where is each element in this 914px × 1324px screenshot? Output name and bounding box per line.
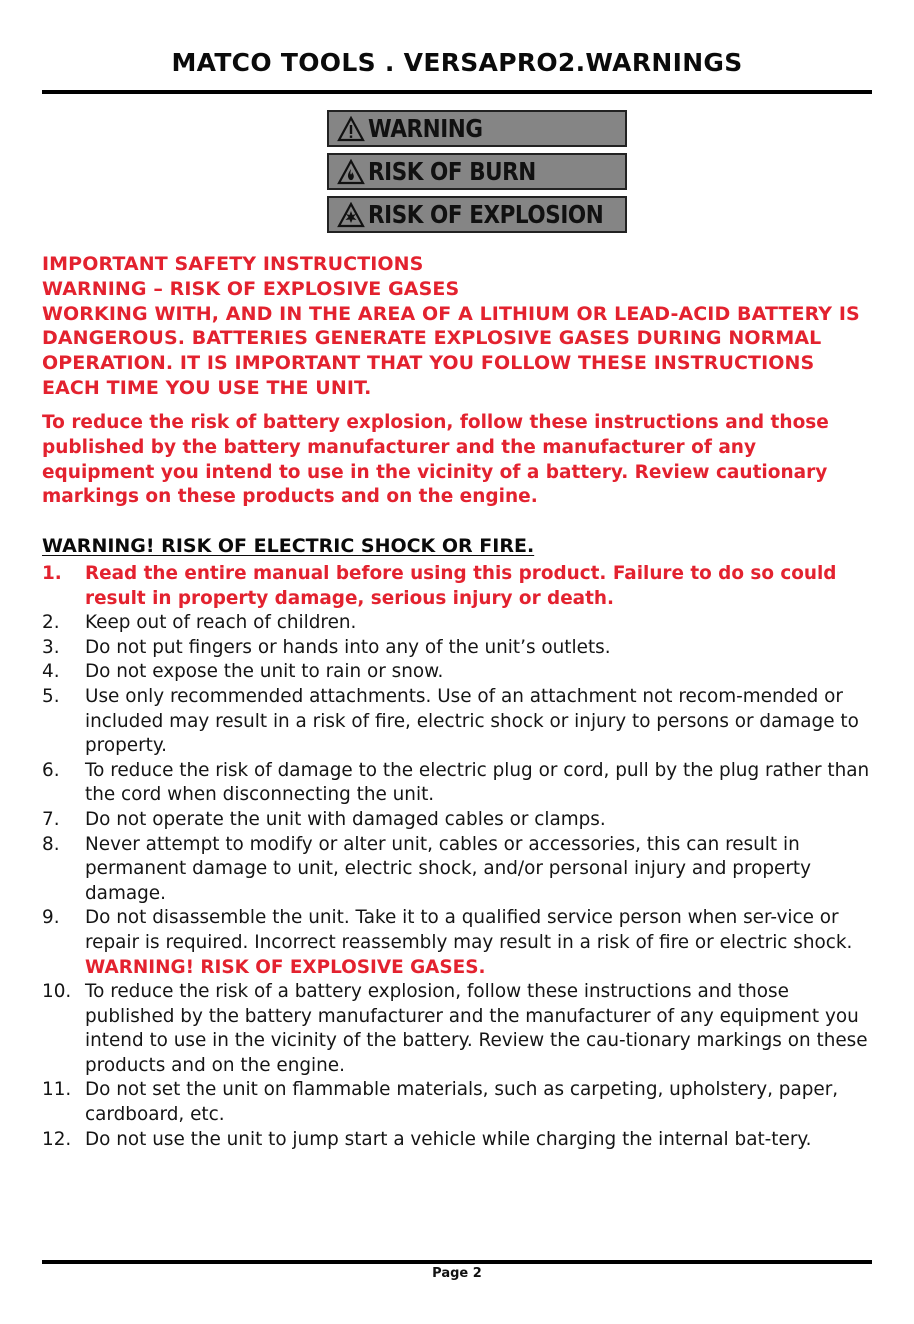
header-rule bbox=[42, 90, 872, 94]
list-item: 7. Do not operate the unit with damaged cables or clamps. bbox=[42, 808, 606, 830]
warning-banner bbox=[327, 110, 627, 147]
reduce-risk-paragraph: To reduce the risk of battery explosion, follow these instructions and those published by the battery manufacturer and the manufacturer of any equipment you intend to use in the vicinity of a battery. Review cautionary markings on these products and on the engine. bbox=[42, 412, 829, 508]
important-heading: IMPORTANT SAFETY INSTRUCTIONS bbox=[42, 253, 424, 275]
list-item: 3. Do not put fingers or hands into any of the unit’s outlets. bbox=[42, 636, 611, 658]
explosion-banner-label: RISK OF EXPLOSION bbox=[368, 200, 604, 229]
important-safety-block bbox=[42, 252, 872, 401]
list-item: 1. Read the entire manual before using this product. Failure to do so could result in property damage, serious injury or death. bbox=[42, 563, 837, 609]
instructions-list bbox=[42, 562, 878, 1152]
list-item: 12. Do not use the unit to jump start a vehicle while charging the internal bat-tery. bbox=[42, 1128, 812, 1150]
fire-triangle-icon bbox=[337, 159, 365, 185]
list-item: 4. Do not expose the unit to rain or snow. bbox=[42, 661, 444, 683]
list-item: 10. To reduce the risk of a battery explosion, follow these instructions and those published by the battery manufacturer and the manufacturer of any equipment you intend to use in the vicinity of the battery. Review the cau-tionary markings on these products and on the engine. bbox=[42, 981, 868, 1076]
page-number: Page 2 bbox=[432, 1266, 482, 1281]
list-item: 9. Do not disassemble the unit. Take it to a qualified service person when ser-vice or repair is required. Incorrect reassembly may result in a risk of fire or electric shock. WARNING! RISK OF EXPLOSIVE GASES. bbox=[42, 907, 853, 978]
inline-warning: WARNING! RISK OF EXPLOSIVE GASES. bbox=[85, 956, 486, 978]
list-item: 5. Use only recommended attachments. Use of an attachment not recom-mended or included may result in a risk of fire, electric shock or injury to persons or damage to property. bbox=[42, 685, 859, 757]
warning-banner-label: WARNING bbox=[368, 114, 483, 143]
explosion-triangle-icon bbox=[337, 202, 365, 228]
exclamation-triangle-icon bbox=[337, 116, 365, 142]
footer-rule bbox=[42, 1260, 872, 1264]
list-item: 2. Keep out of reach of children. bbox=[42, 612, 357, 634]
explosion-banner bbox=[327, 196, 627, 233]
explosive-gases-heading: WARNING – RISK OF EXPLOSIVE GASES bbox=[42, 277, 460, 300]
list-item: 11. Do not set the unit on flammable materials, such as carpeting, upholstery, paper, cardboard, etc. bbox=[42, 1079, 839, 1126]
list-item: 8. Never attempt to modify or alter unit, cables or accessories, this can result in permanent damage to unit, electric shock, and/or personal injury and property damage. bbox=[42, 833, 812, 904]
burn-banner-label: RISK OF BURN bbox=[368, 157, 536, 186]
burn-banner bbox=[327, 153, 627, 190]
electric-shock-heading: WARNING! RISK OF ELECTRIC SHOCK OR FIRE. bbox=[42, 535, 535, 557]
page-title: MATCO TOOLS . VERSAPRO2.WARNINGS bbox=[171, 48, 743, 77]
hazard-banners bbox=[327, 110, 627, 239]
list-item: 6. To reduce the risk of damage to the electric plug or cord, pull by the plug rather than the cord when disconnecting the unit. bbox=[42, 759, 870, 806]
important-body: WORKING WITH, AND IN THE AREA OF A LITHIUM OR LEAD-ACID BATTERY IS DANGEROUS. BATTERIES GENERATE EXPLOSIVE GASES DURING NORMAL OPERATION. IT IS IMPORTANT THAT YOU FOLLOW THESE INSTRUCTIONS EACH TIME YOU USE THE UNIT. bbox=[42, 302, 860, 399]
